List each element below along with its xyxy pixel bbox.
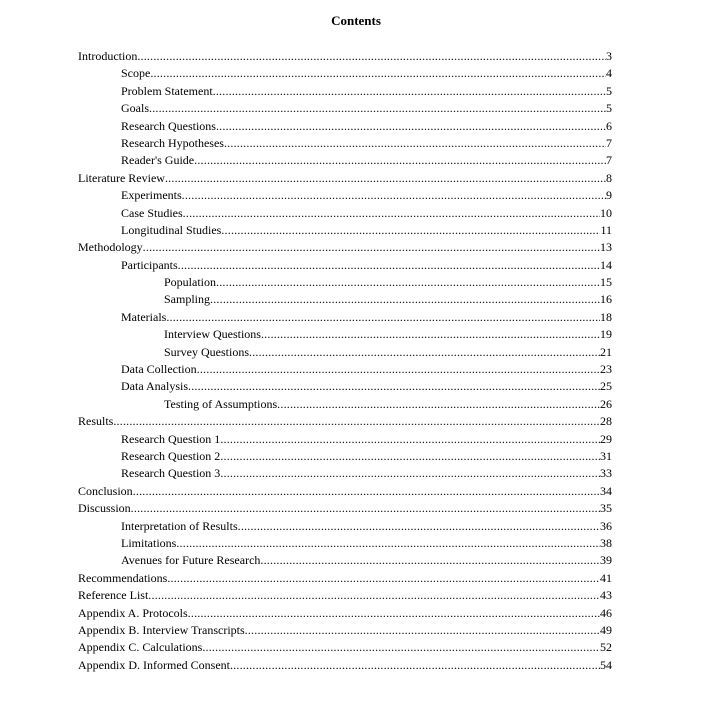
dot-leader xyxy=(194,152,606,169)
toc-entry-label: Research Question 1 xyxy=(121,431,221,446)
toc-entry-label: Testing of Assumptions xyxy=(164,396,278,411)
dot-leader xyxy=(149,100,606,117)
toc-entry[interactable] xyxy=(78,135,612,152)
toc-entry-page-number: 15 xyxy=(600,275,612,290)
dot-leader xyxy=(260,552,600,569)
dot-leader xyxy=(137,48,606,65)
toc-entry[interactable] xyxy=(78,639,612,656)
toc-entry-label: Research Question 2 xyxy=(121,448,221,463)
toc-entry-label: Population xyxy=(164,275,217,290)
dot-leader xyxy=(176,535,600,552)
toc-entry[interactable] xyxy=(78,552,612,569)
toc-entry-label: Conclusion xyxy=(78,483,133,498)
dot-leader xyxy=(188,378,600,395)
dot-leader xyxy=(178,257,600,274)
toc-entry[interactable] xyxy=(78,465,612,482)
toc-entry[interactable] xyxy=(78,239,612,256)
dot-leader xyxy=(166,309,600,326)
toc-entry-label: Reference List xyxy=(78,588,149,603)
toc-entry-label: Participants xyxy=(121,257,178,272)
toc-entry[interactable] xyxy=(78,535,612,552)
toc-entry-label: Problem Statement xyxy=(121,83,213,98)
toc-entry-label: Appendix A. Protocols xyxy=(78,605,188,620)
toc-entry[interactable] xyxy=(78,378,612,395)
table-of-contents xyxy=(78,48,612,674)
toc-entry[interactable] xyxy=(78,152,612,169)
toc-entry-label: Methodology xyxy=(78,240,143,255)
toc-entry-page-number: 18 xyxy=(600,309,612,324)
toc-entry-label: Discussion xyxy=(78,501,131,516)
dot-leader xyxy=(220,431,600,448)
dot-leader xyxy=(202,639,600,656)
dot-leader xyxy=(249,344,600,361)
toc-entry-page-number: 13 xyxy=(600,240,612,255)
dot-leader xyxy=(113,413,600,430)
dot-leader xyxy=(150,65,606,82)
toc-entry[interactable] xyxy=(78,100,612,117)
toc-entry-label: Research Question 3 xyxy=(121,466,221,481)
toc-entry[interactable] xyxy=(78,448,612,465)
toc-entry-page-number: 35 xyxy=(600,501,612,516)
toc-entry[interactable] xyxy=(78,274,612,291)
dot-leader xyxy=(143,239,600,256)
toc-entry[interactable] xyxy=(78,205,612,222)
dot-leader xyxy=(210,291,600,308)
toc-entry-label: Results xyxy=(78,414,114,429)
toc-entry[interactable] xyxy=(78,605,612,622)
toc-entry-page-number: 7 xyxy=(606,153,612,168)
toc-entry[interactable] xyxy=(78,570,612,587)
toc-entry-label: Materials xyxy=(121,309,167,324)
toc-entry[interactable] xyxy=(78,413,612,430)
toc-entry[interactable] xyxy=(78,48,612,65)
toc-entry-label: Case Studies xyxy=(121,205,183,220)
toc-entry-page-number: 29 xyxy=(600,431,612,446)
toc-entry[interactable] xyxy=(78,83,612,100)
dot-leader xyxy=(167,570,600,587)
toc-entry-label: Goals xyxy=(121,101,149,116)
toc-entry[interactable] xyxy=(78,657,612,674)
toc-entry-label: Scope xyxy=(121,66,151,81)
toc-entry-label: Interview Questions xyxy=(164,327,261,342)
toc-entry-label: Reader's Guide xyxy=(121,153,195,168)
toc-entry[interactable] xyxy=(78,500,612,517)
toc-entry-page-number: 52 xyxy=(600,640,612,655)
toc-entry-page-number: 11 xyxy=(600,222,612,237)
toc-entry[interactable] xyxy=(78,587,612,604)
toc-entry[interactable] xyxy=(78,361,612,378)
toc-entry-page-number: 38 xyxy=(600,535,612,550)
dot-leader xyxy=(230,657,600,674)
toc-entry-label: Appendix B. Interview Transcripts xyxy=(78,622,245,637)
toc-entry[interactable] xyxy=(78,291,612,308)
toc-entry-page-number: 43 xyxy=(600,588,612,603)
toc-entry-label: Research Questions xyxy=(121,118,216,133)
toc-entry-page-number: 8 xyxy=(606,170,612,185)
toc-entry[interactable] xyxy=(78,622,612,639)
toc-entry-label: Sampling xyxy=(164,292,211,307)
dot-leader xyxy=(148,587,600,604)
toc-entry-page-number: 25 xyxy=(600,379,612,394)
dot-leader xyxy=(183,205,600,222)
toc-entry[interactable] xyxy=(78,187,612,204)
toc-entry[interactable] xyxy=(78,344,612,361)
toc-entry-label: Interpretation of Results xyxy=(121,518,238,533)
toc-entry[interactable] xyxy=(78,65,612,82)
toc-entry[interactable] xyxy=(78,222,612,239)
toc-entry-page-number: 21 xyxy=(600,344,612,359)
toc-entry[interactable] xyxy=(78,396,612,413)
toc-entry-page-number: 7 xyxy=(606,135,612,150)
toc-entry-label: Recommendations xyxy=(78,570,168,585)
toc-entry-page-number: 33 xyxy=(600,466,612,481)
toc-entry-label: Survey Questions xyxy=(164,344,249,359)
toc-entry-label: Experiments xyxy=(121,188,182,203)
toc-entry-label: Data Analysis xyxy=(121,379,188,394)
toc-entry-page-number: 19 xyxy=(600,327,612,342)
page-title: Contents xyxy=(331,13,381,28)
toc-entry-label: Avenues for Future Research xyxy=(121,553,261,568)
toc-entry[interactable] xyxy=(78,431,612,448)
toc-entry-page-number: 49 xyxy=(600,622,612,637)
toc-entry-page-number: 41 xyxy=(600,570,612,585)
toc-entry-page-number: 14 xyxy=(600,257,612,272)
toc-entry-page-number: 16 xyxy=(600,292,612,307)
toc-entry-page-number: 31 xyxy=(600,448,612,463)
toc-entry-page-number: 9 xyxy=(606,188,612,203)
toc-entry[interactable] xyxy=(78,326,612,343)
dot-leader xyxy=(216,274,600,291)
toc-entry-page-number: 6 xyxy=(606,118,612,133)
toc-entry-page-number: 39 xyxy=(600,553,612,568)
toc-entry-page-number: 4 xyxy=(606,66,612,81)
toc-entry-page-number: 54 xyxy=(600,657,612,672)
dot-leader xyxy=(238,518,600,535)
toc-entry[interactable] xyxy=(78,170,612,187)
dot-leader xyxy=(277,396,600,413)
dot-leader xyxy=(182,187,606,204)
dot-leader xyxy=(261,326,600,343)
dot-leader xyxy=(133,483,600,500)
toc-entry[interactable] xyxy=(78,518,612,535)
toc-entry-label: Research Hypotheses xyxy=(121,135,224,150)
toc-entry-page-number: 26 xyxy=(600,396,612,411)
dot-leader xyxy=(131,500,600,517)
toc-entry-page-number: 23 xyxy=(600,362,612,377)
toc-entry-label: Limitations xyxy=(121,535,177,550)
toc-entry[interactable] xyxy=(78,309,612,326)
toc-entry-label: Longitudinal Studies xyxy=(121,222,222,237)
toc-entry-label: Data Collection xyxy=(121,362,197,377)
dot-leader xyxy=(197,361,600,378)
dot-leader xyxy=(165,170,606,187)
toc-entry-label: Appendix D. Informed Consent xyxy=(78,657,230,672)
dot-leader xyxy=(220,448,600,465)
toc-entry-label: Appendix C. Calculations xyxy=(78,640,203,655)
dot-leader xyxy=(245,622,600,639)
dot-leader xyxy=(220,465,600,482)
toc-entry-page-number: 5 xyxy=(606,83,612,98)
toc-entry-page-number: 5 xyxy=(606,101,612,116)
toc-entry-page-number: 34 xyxy=(600,483,612,498)
toc-entry[interactable] xyxy=(78,257,612,274)
dot-leader xyxy=(224,135,606,152)
toc-entry[interactable] xyxy=(78,118,612,135)
toc-entry-label: Literature Review xyxy=(78,170,165,185)
toc-entry-page-number: 36 xyxy=(600,518,612,533)
toc-entry-label: Introduction xyxy=(78,49,138,63)
toc-entry[interactable] xyxy=(78,483,612,500)
toc-entry-page-number: 46 xyxy=(600,605,612,620)
dot-leader xyxy=(216,118,606,135)
toc-entry-page-number: 28 xyxy=(600,414,612,429)
toc-entry-page-number: 10 xyxy=(600,205,612,220)
toc-entry-page-number: 3 xyxy=(606,49,612,63)
dot-leader xyxy=(213,83,606,100)
dot-leader xyxy=(221,222,600,239)
dot-leader xyxy=(188,605,600,622)
